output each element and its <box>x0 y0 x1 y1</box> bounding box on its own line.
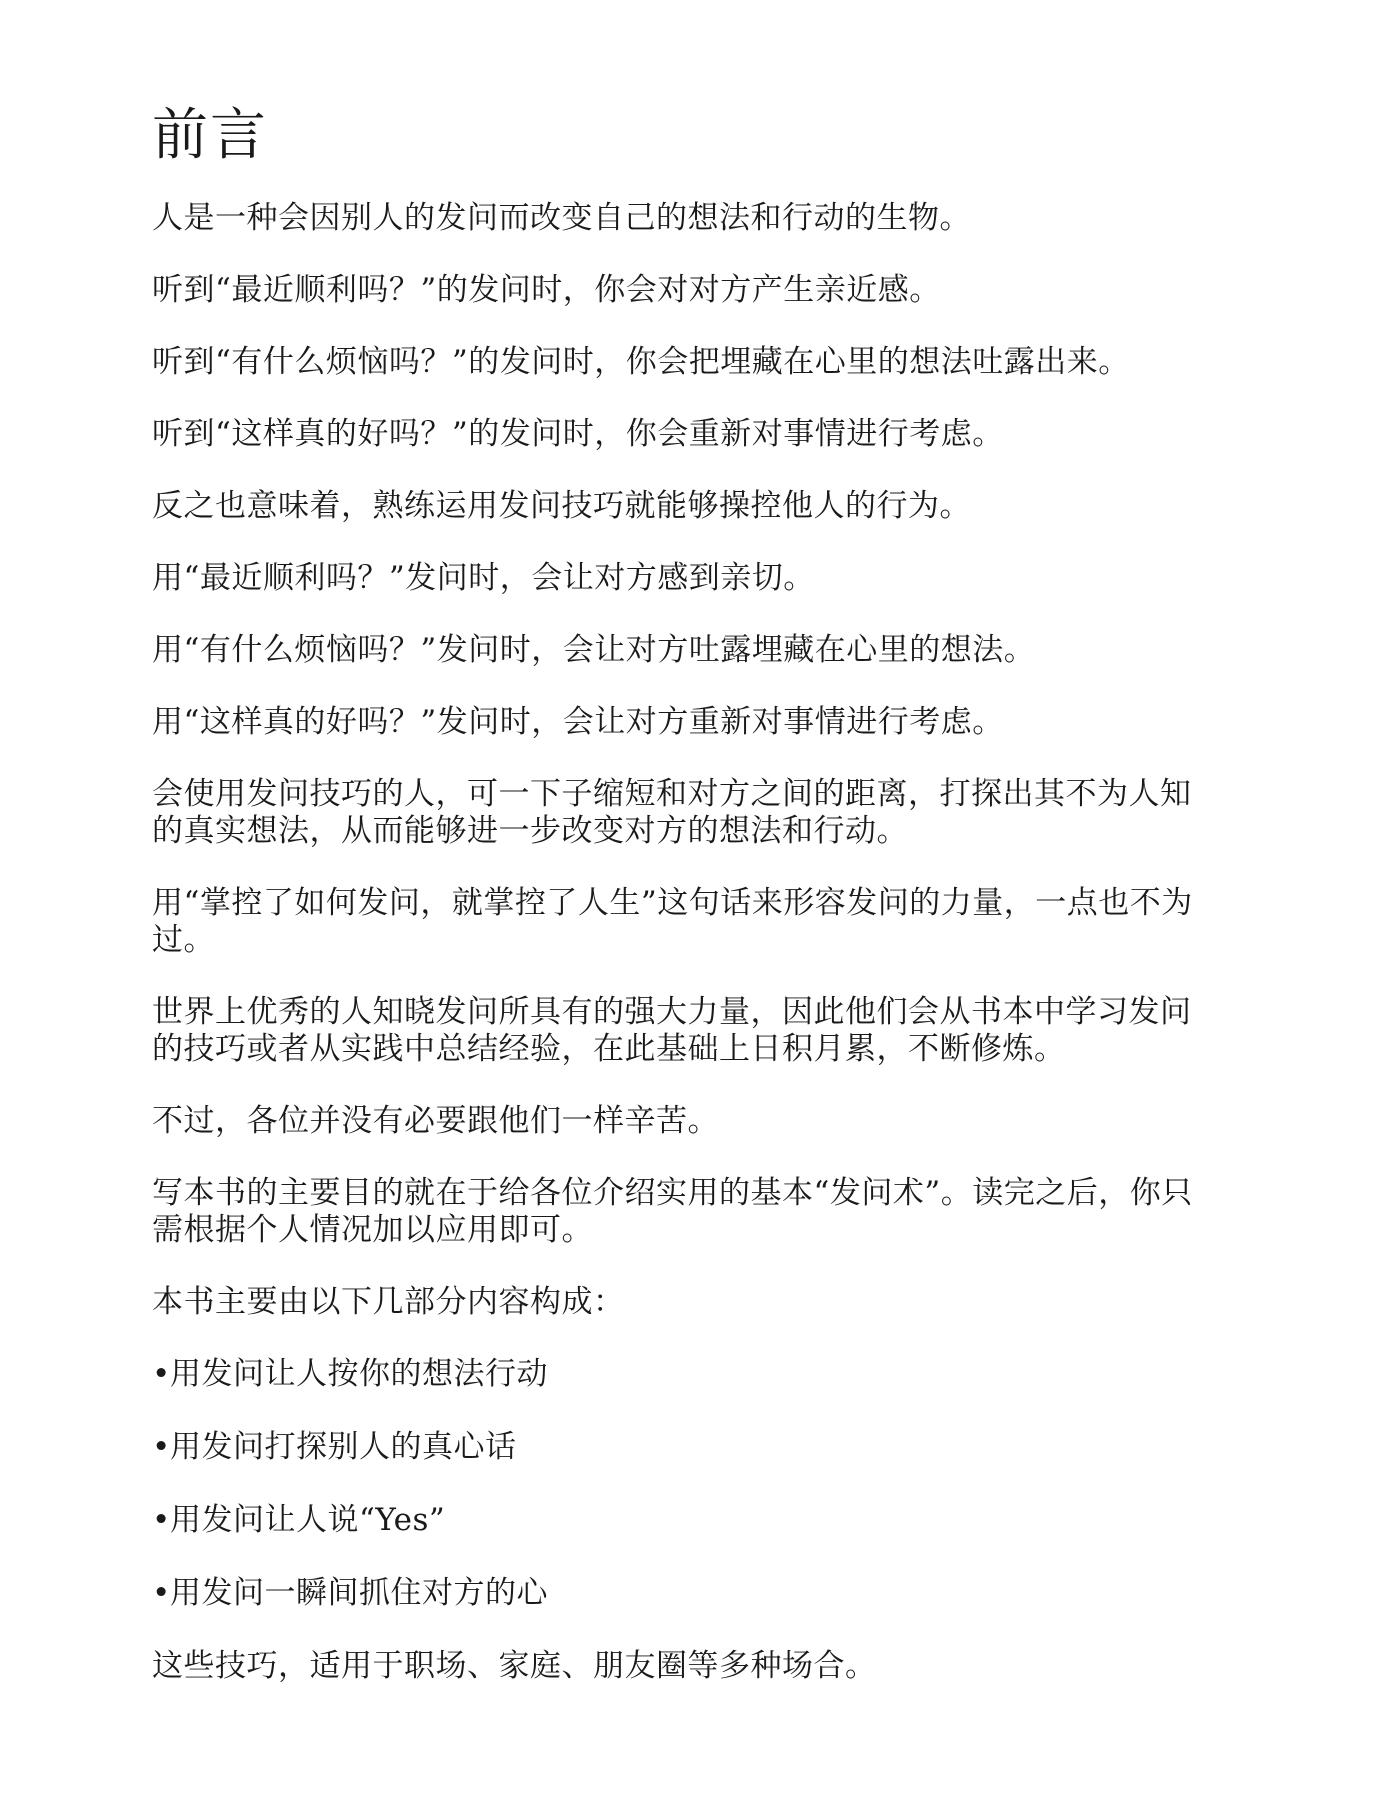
paragraph-10: 用“掌控了如何发问，就掌控了人生”这句话来形容发问的力量，一点也不为过。 <box>152 885 1193 958</box>
bullet-icon: • <box>152 1502 171 1538</box>
paragraph-1: 人是一种会因别人的发问而改变自己的想法和行动的生物。 <box>152 200 971 236</box>
bullet-icon: • <box>152 1356 171 1392</box>
paragraph-5: 反之也意味着，熟练运用发问技巧就能够操控他人的行为。 <box>152 488 971 524</box>
list-item-text: 用发问打探别人的真心话 <box>170 1429 517 1465</box>
page-title: 前言 <box>152 103 268 168</box>
paragraph-7: 用“有什么烦恼吗？”发问时，会让对方吐露埋藏在心里的想法。 <box>152 632 1036 668</box>
list-item-text: 用发问让人说“Yes” <box>170 1502 446 1538</box>
list-item <box>152 1356 1222 1393</box>
list-item-text: 用发问一瞬间抓住对方的心 <box>170 1575 548 1611</box>
paragraph-2: 听到“最近顺利吗？”的发问时，你会对对方产生亲近感。 <box>152 272 941 308</box>
bullet-icon: • <box>152 1429 171 1465</box>
paragraph-9: 会使用发问技巧的人，可一下子缩短和对方之间的距离，打探出其不为人知的真实想法，从而能够进一步改变对方的想法和行动。 <box>152 776 1192 849</box>
paragraph-11: 世界上优秀的人知晓发问所具有的强大力量，因此他们会从书本中学习发问的技巧或者从实践中总结经验，在此基础上日积月累，不断修炼。 <box>152 994 1192 1067</box>
paragraph-4: 听到“这样真的好吗？”的发问时，你会重新对事情进行考虑。 <box>152 416 1004 452</box>
paragraph-14: 本书主要由以下几部分内容构成： <box>152 1284 625 1320</box>
content-list <box>152 1356 1222 1612</box>
list-item <box>152 1575 1222 1612</box>
paragraph-3: 听到“有什么烦恼吗？”的发问时，你会把埋藏在心里的想法吐露出来。 <box>152 344 1130 380</box>
paragraph-8: 用“这样真的好吗？”发问时，会让对方重新对事情进行考虑。 <box>152 704 1004 740</box>
closing-paragraph: 这些技巧，适用于职场、家庭、朋友圈等多种场合。 <box>152 1648 877 1684</box>
list-item <box>152 1502 1222 1539</box>
paragraph-6: 用“最近顺利吗？”发问时，会让对方感到亲切。 <box>152 560 815 596</box>
document-page <box>152 100 1222 1685</box>
list-item-text: 用发问让人按你的想法行动 <box>170 1356 548 1392</box>
list-item <box>152 1429 1222 1466</box>
paragraph-13: 写本书的主要目的就在于给各位介绍实用的基本“发问术”。读完之后，你只需根据个人情况加以应用即可。 <box>152 1175 1193 1248</box>
bullet-icon: • <box>152 1575 171 1611</box>
paragraph-12: 不过，各位并没有必要跟他们一样辛苦。 <box>152 1103 719 1139</box>
